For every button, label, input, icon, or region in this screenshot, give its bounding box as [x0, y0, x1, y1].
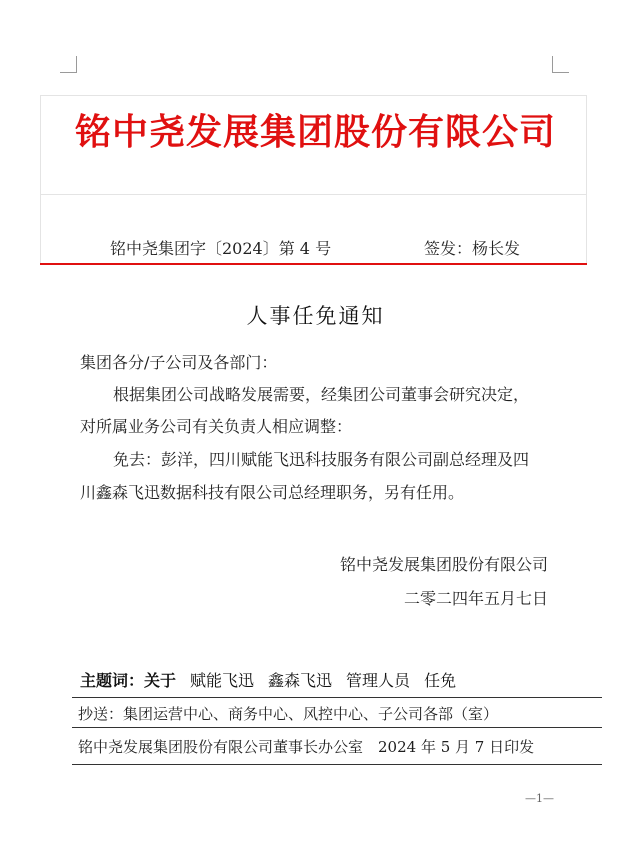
red-divider-line: [40, 263, 587, 265]
salutation: 集团各分/子公司及各部门：: [80, 353, 278, 372]
document-number: 铭中尧集团字〔2024〕第 4 号: [110, 239, 332, 258]
crop-mark-top-left: [60, 56, 77, 73]
paragraph-1-line-1: 根据集团公司战略发展需要，经集团公司董事会研究决定，: [113, 385, 530, 404]
distribution-box: [72, 697, 602, 765]
keyword: 任免: [424, 671, 457, 690]
cc-list: 抄送：集团运营中心、商务中心、风控中心、子公司各部（室）: [78, 705, 499, 723]
letterhead-divider: [41, 194, 586, 195]
keyword: 管理人员: [346, 671, 411, 690]
paragraph-1-line-2: 对所属业务公司有关负责人相应调整：: [80, 417, 353, 436]
paragraph-2-line-2: 川鑫森飞迅数据科技有限公司总经理职务，另有任用。: [80, 483, 465, 502]
print-info: 铭中尧发展集团股份有限公司董事长办公室 2024 年 5 月 7 日印发: [78, 738, 535, 756]
document-title: 人事任免通知: [246, 304, 385, 328]
subject-keywords: [80, 668, 456, 691]
page-number: —1—: [525, 792, 554, 805]
subject-label: 主题词：关于: [80, 671, 177, 690]
keyword: 鑫森飞迅: [268, 671, 333, 690]
distribution-divider: [72, 727, 602, 728]
organization-title: 铭中尧发展集团股份有限公司: [74, 112, 556, 153]
signature-date: 二零二四年五月七日: [403, 589, 548, 608]
signature-organization: 铭中尧发展集团股份有限公司: [339, 555, 548, 574]
paragraph-2-line-1: 免去：彭洋，四川赋能飞迅科技服务有限公司副总经理及四: [113, 450, 530, 469]
issuer-signature: 签发：杨长发: [424, 239, 521, 258]
keyword: 赋能飞迅: [190, 671, 255, 690]
crop-mark-top-right: [552, 56, 569, 73]
